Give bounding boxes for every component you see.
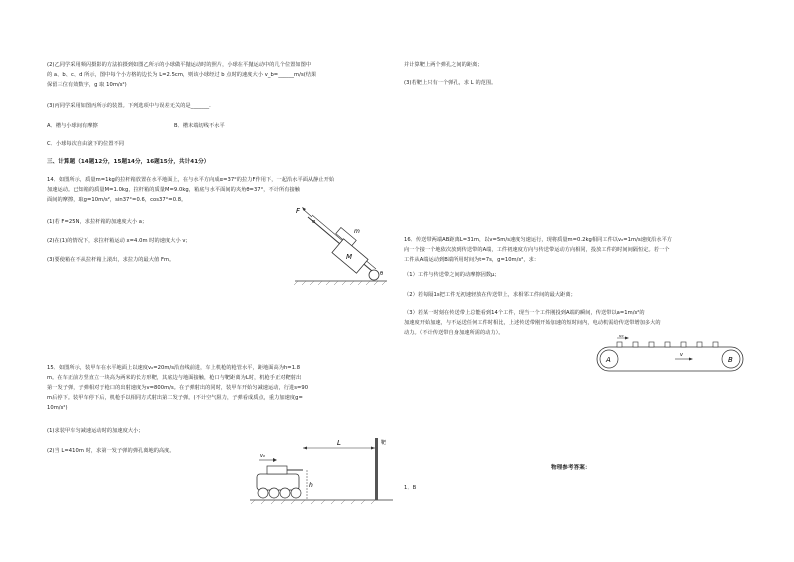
- q2-text-line3: 保留三位有效数字，g 取 10m/s²): [47, 82, 127, 88]
- fig15-label-v0: v₀: [260, 453, 265, 459]
- fig16-label-A: A: [606, 356, 611, 364]
- q14-line3: 面间的摩擦，取g=10m/s²，sin37°=0.6，cos37°=0.8。: [47, 197, 187, 203]
- section-title: 三、计算题（14题12分，15题14分，16题15分，共计41分）: [47, 159, 210, 165]
- q15-line2: m。在车正前方竖直立一块高为两米的长方形靶，其底边与地面接触，枪口与靶距离为L时，机枪手正对靶射出: [47, 375, 302, 381]
- q16-line2: 向一个接一个地依次放到传送带的A端，工件初速度方向与传送带运动方向相同，投放工件的时间间隔恒定。若一个: [404, 247, 670, 253]
- q14-sub2: (2)在(1)的情况下，求拉杆箱运动 x=4.0m 时的速度大小 v；: [47, 238, 191, 244]
- fig14-label-F: F: [296, 207, 301, 215]
- q15-sub3: (3)若靶上只有一个弹孔，求 L 的范围。: [404, 80, 497, 86]
- option-b: B．槽末端切线不水平: [174, 123, 225, 129]
- fig15-label-L: L: [337, 439, 341, 447]
- answer-1: 1．B: [404, 485, 417, 491]
- q16-sub3-line1: （3）若某一时刻在传送带上总能看到14个工件，现当一个工件刚投到A端的瞬间，传送带以a=1m/s²的: [404, 310, 645, 316]
- fig16-label-B: B: [728, 356, 733, 364]
- q16-sub2: （2）若每隔1s把工件无初速轻放在传送带上，求相邻工件间的最大距离；: [404, 292, 576, 298]
- answer-title: 物理参考答案：: [551, 465, 591, 471]
- q16-sub3-line3: 动力。（不计传送带自身加速所需的动力）。: [404, 330, 504, 336]
- figure-14-luggage-cart: [290, 203, 390, 291]
- fig16-label-v: v: [680, 352, 683, 358]
- q15-line5: 10m/s²): [47, 405, 68, 411]
- q16-sub1: （1）工件与传送带之间的动摩擦因数μ；: [404, 272, 500, 278]
- option-a: A．槽与小球间有摩擦: [47, 123, 98, 129]
- q14-line2: 加速运动。已知箱的质量M=1.0kg，拉杆箱的质量M=9.0kg，箱底与水平面间的夹角θ=37°，不计所有接触: [47, 187, 300, 193]
- q2-text-line1: (2)乙同学采用频闪摄影的方法拍摄到如图乙所示的小球做平抛运动时的照片，小球在平抛运动中的几个位置如图中: [47, 62, 312, 68]
- q15-sub2: (2)当 L=410m 时，求第一发子弹的弹孔离地的高度。: [47, 448, 175, 454]
- q14-sub3: (3)要使箱在不从拉杆箱上滚出，求拉力的最大值 Fm。: [47, 257, 175, 263]
- fig14-label-M: M: [346, 253, 353, 261]
- q16-line1: 16．传送带两端AB距离L=31m，以v=5m/s速度匀速运行，现将质量m=0.2kg相同工件以v₀=1m/s速度沿水平方: [404, 237, 673, 243]
- q15-line3: 第一发子弹，子弹相对于枪口的出射速度为v=800m/s。在子弹射出的同时，装甲车开始匀减速运动，行进s=90: [47, 385, 309, 391]
- q3-text: (3)丙同学采用如图丙所示的装置。下列选项中与误差无关的是_______.: [47, 103, 211, 109]
- q14-line1: 14．如图所示，质量m=1kg的拉杆箱放置在水平地面上，在与水平方向成α=37°的拉力F作用下，一起沿水平面从静止开始: [47, 177, 335, 183]
- q15-sub1: (1)求装甲车匀减速运动时的加速度大小；: [47, 428, 144, 434]
- fig14-label-theta: θ: [380, 271, 384, 277]
- q16-sub3-line2: 加速度开始加速，与不运送任何工件时相比，上述传送带刚开始加速的短时间内，电动机需给传送带增加多大的: [404, 320, 661, 326]
- q15-line1: 15．如图所示，装甲车在水平地面上以速度v₀=20m/s沿直线前进，车上机枪的枪管水平，距地面高为h=1.8: [47, 365, 301, 371]
- q15-continued-line: 并计算靶上两个弹孔之间的距离；: [404, 62, 483, 68]
- figure-16-conveyor-belt: [595, 335, 745, 385]
- figure-15-armored-vehicle: [245, 430, 395, 510]
- fig16-label-v0: v₀: [619, 335, 624, 339]
- fig14-label-alpha: α: [312, 219, 316, 225]
- q15-line4: m后停下。装甲车停下后，机枪手以相同方式射出第二发子弹。(不计空气阻力，子弹看成质点，重力加速度g=: [47, 395, 303, 401]
- q14-sub1: (1)若 F=25N，求拉杆箱的加速度大小 a；: [47, 219, 148, 225]
- q16-line3: 工件从A端运动到B端所用时间为t=7s，g=10m/s²，求：: [404, 257, 540, 263]
- fig14-label-m: m: [354, 228, 360, 235]
- fig15-label-h: h: [309, 482, 313, 489]
- q2-text-line2: 的 a、b、c、d 所示，图中每个小方格的边长为 L=2.5cm，则该小球经过 b 点时的速度大小 v_b=______m/s(结果: [47, 72, 317, 78]
- option-c: C．小球每次自由滚下的位置不同: [47, 141, 124, 147]
- fig15-label-target: 靶: [381, 440, 387, 446]
